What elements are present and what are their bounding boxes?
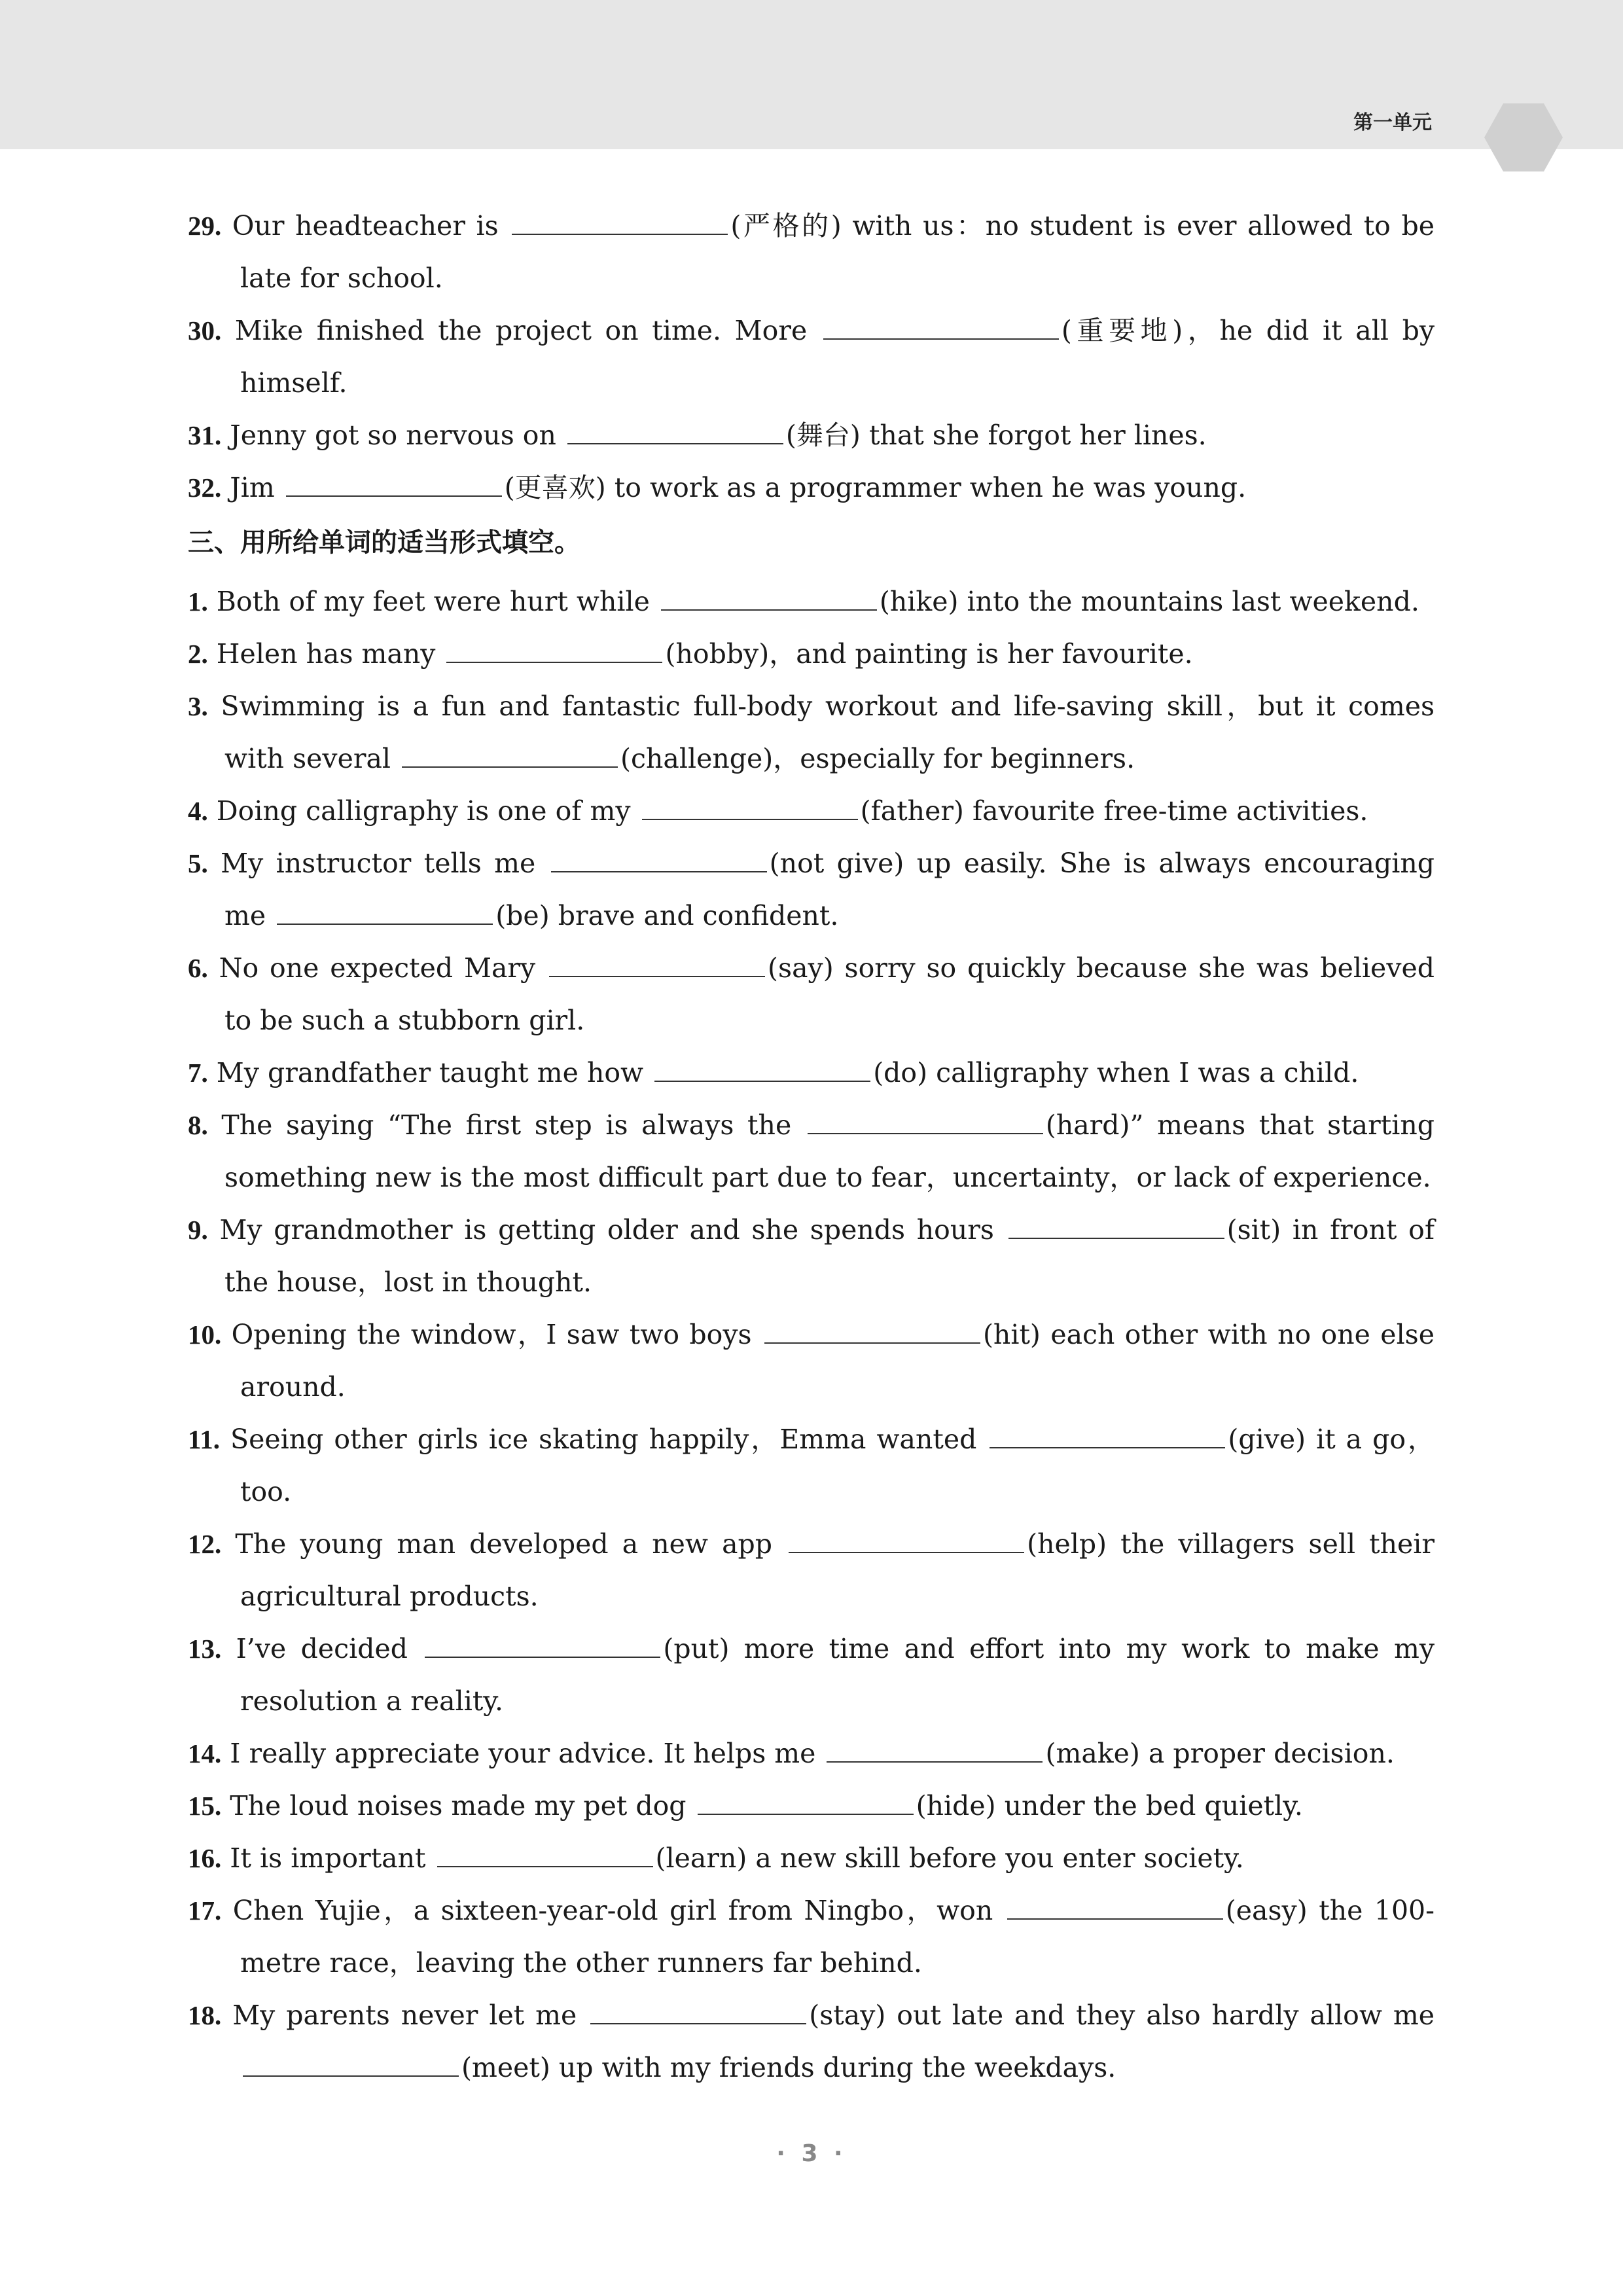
answer-blank[interactable]: [654, 1053, 870, 1082]
question-17: 17. Chen Yujie，a sixteen-year-old girl from Ningbo，won (easy) the 100-metre race，leaving the other runners far behind.: [188, 1884, 1435, 1989]
answer-blank[interactable]: [402, 739, 618, 768]
answer-blank[interactable]: [642, 791, 858, 820]
hexagon-decoration-icon: [1483, 102, 1564, 173]
answer-blank[interactable]: [549, 948, 765, 977]
answer-blank[interactable]: [827, 1734, 1043, 1763]
answer-blank[interactable]: [698, 1786, 914, 1815]
question-14: 14. I really appreciate your advice. It helps me (make) a proper decision.: [188, 1727, 1435, 1780]
answer-blank[interactable]: [551, 844, 767, 872]
question-12: 12. The young man developed a new app (help) the villagers sell their agricultural products.: [188, 1518, 1435, 1623]
question-30: 30. Mike finished the project on time. More (重要地)，he did it all by himself.: [188, 304, 1435, 409]
question-7: 7. My grandfather taught me how (do) calligraphy when I was a child.: [188, 1047, 1435, 1099]
section-title: 三、用所给单词的适当形式填空。: [188, 528, 580, 558]
answer-blank[interactable]: [425, 1629, 660, 1658]
answer-blank[interactable]: [512, 206, 728, 235]
answer-blank[interactable]: [1007, 1891, 1223, 1920]
question-16: 16. It is important (learn) a new skill before you enter society.: [188, 1832, 1435, 1884]
exercise-content: [188, 200, 1435, 2094]
question-5: 5. My instructor tells me (not give) up easily. She is always encouraging me (be) brave and confident.: [188, 837, 1435, 942]
answer-blank[interactable]: [789, 1524, 1024, 1553]
question-6: 6. No one expected Mary (say) sorry so quickly because she was believed to be such a stubborn girl.: [188, 942, 1435, 1047]
question-18: 18. My parents never let me (stay) out late and they also hardly allow me (meet) up with my friends during the weekdays.: [188, 1989, 1435, 2094]
question-2: 2. Helen has many (hobby)，and painting is her favourite.: [188, 628, 1435, 680]
answer-blank[interactable]: [990, 1420, 1225, 1448]
answer-blank[interactable]: [286, 468, 502, 497]
question-13: 13. I’ve decided (put) more time and effort into my work to make my resolution a reality.: [188, 1623, 1435, 1727]
answer-blank[interactable]: [823, 311, 1059, 340]
answer-blank[interactable]: [1008, 1210, 1224, 1239]
answer-blank[interactable]: [437, 1839, 653, 1867]
question-3: 3. Swimming is a fun and fantastic full-body workout and life-saving skill，but it comes with several (challenge)，especially for beginners.: [188, 691, 1435, 774]
answer-blank[interactable]: [446, 634, 662, 663]
question-8: 8. The saying “The first step is always the (hard)” means that starting something new is the most difficult part due to fear，uncertainty，or lack of experience.: [188, 1099, 1435, 1204]
answer-blank[interactable]: [764, 1315, 980, 1344]
question-11: 11. Seeing other girls ice skating happily，Emma wanted (give) it a go，too.: [188, 1413, 1435, 1518]
unit-label: 第一单元: [1353, 111, 1432, 134]
question-29: 29. Our headteacher is (严格的) with us：no student is ever allowed to be late for school.: [188, 200, 1435, 304]
question-32: 32. Jim (更喜欢) to work as a programmer when he was young.: [188, 461, 1435, 514]
answer-blank[interactable]: [661, 582, 877, 611]
answer-blank[interactable]: [567, 416, 783, 444]
question-4: 4. Doing calligraphy is one of my (father) favourite free-time activities.: [188, 785, 1435, 837]
question-10: 10. Opening the window，I saw two boys (hit) each other with no one else around.: [188, 1308, 1435, 1413]
question-9: 9. My grandmother is getting older and she spends hours (sit) in front of the house，lost in thought.: [188, 1204, 1435, 1308]
question-31: 31. Jenny got so nervous on (舞台) that she forgot her lines.: [188, 409, 1435, 461]
answer-blank[interactable]: [277, 896, 493, 925]
page-number: · 3 ·: [776, 2140, 847, 2167]
question-1: 1. Both of my feet were hurt while (hike) into the mountains last weekend.: [188, 575, 1435, 628]
question-15: 15. The loud noises made my pet dog (hide) under the bed quietly.: [188, 1780, 1435, 1832]
answer-blank[interactable]: [590, 1996, 806, 2024]
answer-blank[interactable]: [808, 1105, 1043, 1134]
answer-blank[interactable]: [243, 2048, 459, 2077]
